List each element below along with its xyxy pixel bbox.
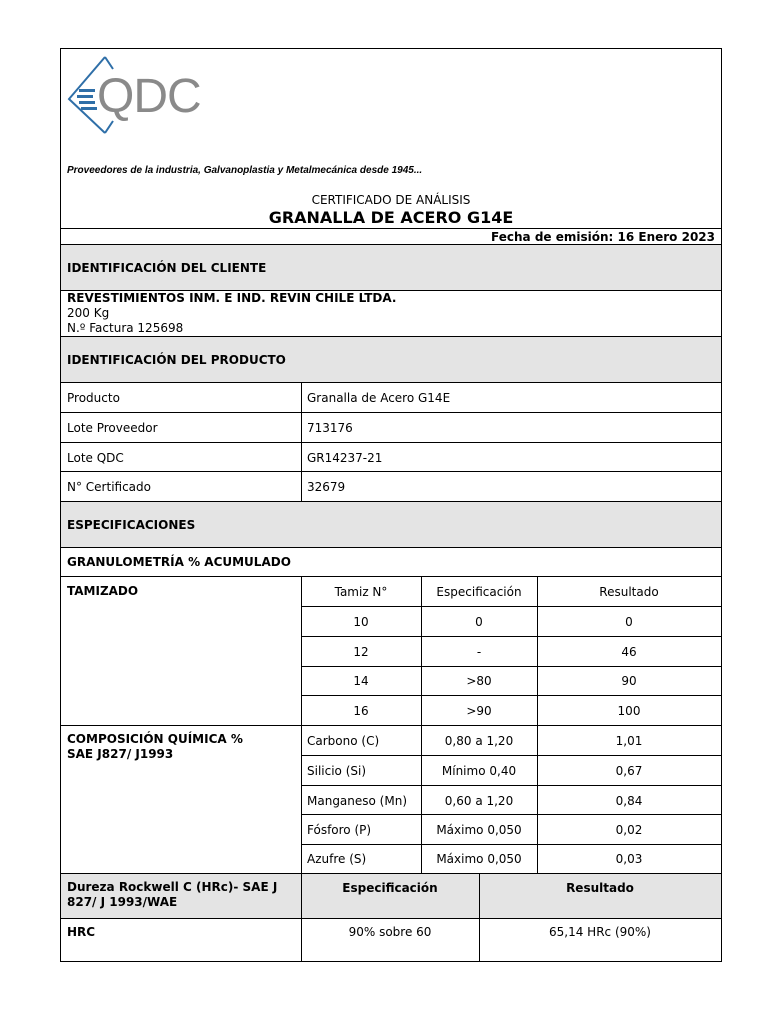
- qdc-logo: [67, 55, 201, 135]
- chem-result: 0,67: [615, 763, 643, 778]
- chem-label: [67, 732, 295, 762]
- product-title: GRANALLA DE ACERO G14E: [268, 208, 514, 227]
- sieve-number: 10: [353, 614, 369, 629]
- sieve-result: 90: [621, 674, 637, 688]
- product-section-title: IDENTIFICACIÓN DEL PRODUCTO: [61, 337, 721, 382]
- certificate-number-value: 32679: [307, 479, 346, 494]
- chem-result: 0,02: [615, 822, 643, 837]
- sieve-header-number: Tamiz N°: [334, 584, 388, 599]
- chem-spec: 0,60 a 1,20: [444, 793, 514, 808]
- emission-date: Fecha de emisión: 16 Enero 2023: [491, 230, 715, 244]
- hardness-spec-header: Especificación: [342, 881, 438, 895]
- client-info: [67, 291, 396, 336]
- sieve-number: 16: [353, 703, 369, 718]
- supplier-lot-value: 713176: [307, 420, 353, 435]
- chem-spec: Máximo 0,050: [436, 852, 522, 866]
- hardness-label: Dureza Rockwell C (HRc)- SAE J 827/ J 1993/WAE: [67, 880, 278, 909]
- sieve-header-spec: Especificación: [436, 584, 522, 599]
- logo-text: QDC: [97, 70, 201, 123]
- document-type: CERTIFICADO DE ANÁLISIS: [311, 193, 471, 207]
- chem-element: Silicio (Si): [307, 763, 367, 778]
- sieve-number: 12: [353, 644, 369, 659]
- product-value: Granalla de Acero G14E: [307, 390, 451, 405]
- client-name: REVESTIMIENTOS INM. E IND. REVIN CHILE LTDA.: [67, 291, 397, 305]
- chem-spec: 0,80 a 1,20: [444, 733, 514, 748]
- company-tagline: Proveedores de la industria, Galvanoplastia y Metalmecánica desde 1945...: [67, 165, 423, 176]
- sieve-spec: >90: [466, 703, 492, 718]
- hrc-spec: 90% sobre 60: [348, 925, 432, 939]
- specs-section-title: ESPECIFICACIONES: [61, 502, 721, 547]
- granulometry-title: GRANULOMETRÍA % ACUMULADO: [67, 555, 291, 569]
- chem-element: Manganeso (Mn): [307, 793, 408, 808]
- hardness-result-header: Resultado: [566, 881, 634, 895]
- chem-element: Fósforo (P): [307, 822, 372, 837]
- hrc-result: 65,14 HRc (90%): [549, 925, 651, 939]
- sieving-label: TAMIZADO: [67, 584, 139, 598]
- sieve-spec: -: [476, 644, 482, 659]
- chem-result: 0,84: [615, 793, 643, 808]
- chem-spec: Mínimo 0,40: [441, 763, 517, 778]
- chem-result: 1,01: [615, 733, 643, 748]
- certificate-number-label: N° Certificado: [67, 479, 151, 494]
- client-invoice: N.º Factura 125698: [67, 321, 184, 335]
- sieve-spec: >80: [466, 674, 492, 688]
- sieve-result: 100: [617, 703, 641, 718]
- sieve-result: 0: [625, 614, 633, 629]
- chem-result: 0,03: [615, 852, 643, 866]
- sieve-header-result: Resultado: [599, 584, 659, 599]
- qdc-lot-value: GR14237-21: [307, 450, 383, 465]
- chem-element: Azufre (S): [307, 852, 367, 866]
- chem-element: Carbono (C): [307, 733, 380, 748]
- product-label: Producto: [67, 390, 120, 405]
- chem-spec: Máximo 0,050: [436, 822, 522, 837]
- sieve-number: 14: [353, 674, 369, 688]
- sieve-result: 46: [621, 644, 637, 659]
- qdc-lot-label: Lote QDC: [67, 450, 124, 465]
- certificate-sheet: [60, 48, 722, 962]
- client-quantity: 200 Kg: [67, 306, 110, 320]
- hrc-label: HRC: [67, 925, 96, 939]
- client-section-title: IDENTIFICACIÓN DEL CLIENTE: [61, 245, 721, 290]
- chem-label-line1: COMPOSICIÓN QUÍMICA %: [67, 732, 243, 746]
- sieve-spec: 0: [475, 614, 483, 629]
- chem-label-line2: SAE J827/ J1993: [67, 747, 174, 761]
- supplier-lot-label: Lote Proveedor: [67, 420, 158, 435]
